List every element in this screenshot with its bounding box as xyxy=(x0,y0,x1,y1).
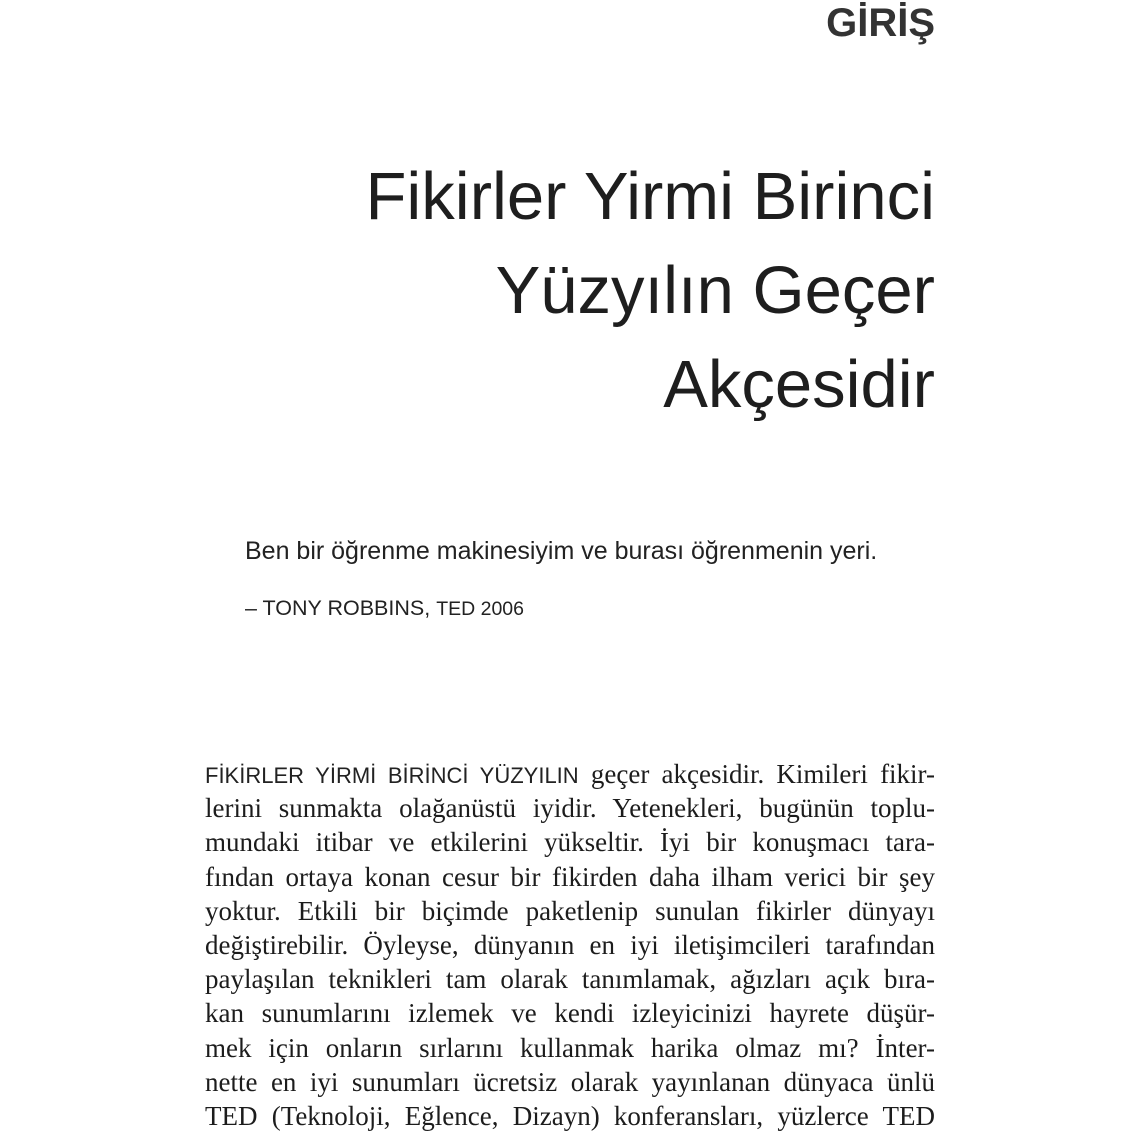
chapter-title-line: Fikirler Yirmi Birinci xyxy=(365,159,935,234)
body-line: fından ortaya konan cesur bir fikirden daha ilham verici bir şey xyxy=(205,861,935,892)
body-line-text: geçer akçesidir. Kimileri fikir- xyxy=(590,759,935,789)
body-line: yoktur. Etkili bir biçimde paketlenip sunulan fikirler dünyayı xyxy=(205,895,935,926)
chapter-title xyxy=(366,150,936,432)
epigraph-attribution xyxy=(245,595,524,622)
body-line: paylaşılan teknikleri tam olarak tanımlamak, ağızları açık bıra- xyxy=(205,964,935,995)
body-line: değiştirebilir. Öyleyse, dünyanın en iyi iletişimcileri tarafından xyxy=(205,929,935,960)
epigraph-quote: Ben bir öğrenme makinesiyim ve burası öğrenmenin yeri. xyxy=(245,537,878,565)
epigraph-source: TED 2006 xyxy=(436,598,525,620)
chapter-title-line: Yüzyılın Geçer xyxy=(495,253,935,328)
body-line: mundaki itibar ve etkilerini yükseltir. İyi bir konuşmacı tara- xyxy=(205,827,935,858)
epigraph-author: – TONY ROBBINS, xyxy=(245,596,431,620)
section-label: GİRİŞ xyxy=(826,1,935,45)
body-line: kan sunumlarını izlemek ve kendi izleyicinizi hayrete düşür- xyxy=(205,998,935,1029)
body-line: mek için onların sırlarını kullanmak harika olmaz mı? İnter- xyxy=(205,1032,935,1063)
body-line: TED (Teknoloji, Eğlence, Dizayn) konferansları, yüzlerce TED xyxy=(205,1100,935,1131)
body-line: lerini sunmakta olağanüstü iyidir. Yetenekleri, bugünün toplu- xyxy=(205,793,935,824)
lead-in-caps: FİKİRLER YİRMİ BİRİNCİ YÜZYILIN xyxy=(205,763,579,788)
chapter-title-line: Akçesidir xyxy=(663,347,935,422)
body-line: nette en iyi sunumları ücretsiz olarak yayınlanan dünyaca ünlü xyxy=(205,1066,935,1097)
body-paragraph xyxy=(205,757,935,1140)
body-line xyxy=(205,757,935,791)
